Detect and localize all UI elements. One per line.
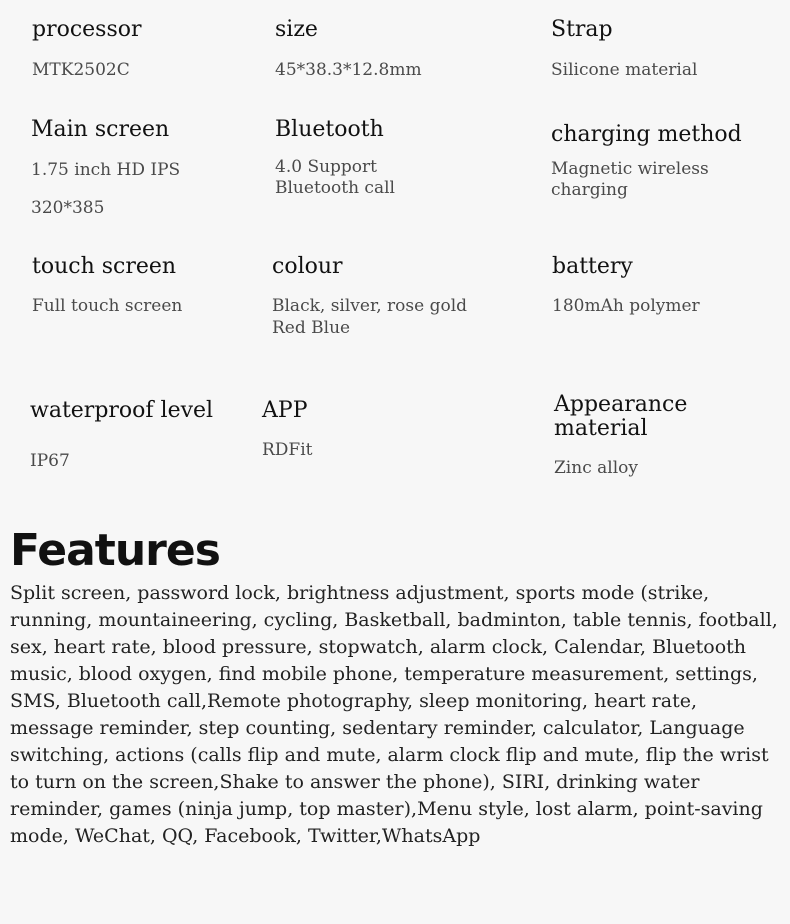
spec-processor	[32, 18, 142, 81]
spec-value: 45*38.3*12.8mm	[275, 60, 422, 80]
spec-title: Strap	[551, 17, 613, 42]
spec-value: 1.75 inch HD IPS	[31, 160, 181, 180]
spec-bluetooth	[275, 118, 395, 199]
spec-value: IP67	[30, 451, 70, 471]
spec-title: APP	[262, 398, 308, 423]
spec-size	[275, 18, 422, 81]
spec-touch-screen	[32, 255, 182, 317]
features-heading: Features	[10, 525, 220, 576]
spec-waterproof	[30, 399, 213, 472]
spec-value: Full touch screen	[32, 296, 183, 316]
spec-title: charging method	[551, 122, 742, 147]
spec-value-resolution: 320*385	[31, 198, 105, 218]
spec-value: RDFit	[262, 440, 313, 460]
spec-appearance	[554, 393, 687, 479]
spec-value: Magnetic wireless charging	[551, 159, 709, 200]
spec-title: Main screen	[31, 117, 170, 142]
features-text: Split screen, password lock, brightness adjustment, sports mode (strike, running, mountaineering, cycling, Basketball, badminton, table tennis, football, sex, heart rate, blood pressure, stopwatch, alarm clock, Calendar, Bluetooth music, blood oxygen, find mobile phone, temperature measurement, settings, SMS, Bluetooth call,Remote photography, sleep monitoring, heart rate, message reminder, step counting, sedentary reminder, calculator, Language switching, actions (calls flip and mute, alarm clock flip and mute, flip the wrist to turn on the screen,Shake to answer the phone), SIRI, drinking water reminder, games (ninja jump, top master),Menu style, lost alarm, point-saving mode, WeChat, QQ, Facebook, Twitter,WhatsApp	[10, 582, 778, 847]
spec-value: Silicone material	[551, 60, 698, 80]
spec-title: Bluetooth	[275, 117, 384, 142]
spec-value: MTK2502C	[32, 60, 130, 80]
spec-title: waterproof level	[30, 398, 214, 423]
spec-title: battery	[552, 254, 633, 279]
spec-title: Appearance material	[554, 392, 688, 441]
spec-main-screen	[31, 118, 180, 219]
spec-title: colour	[272, 254, 343, 279]
spec-value: 180mAh polymer	[552, 296, 700, 316]
spec-battery	[552, 255, 700, 317]
spec-value: 4.0 Support Bluetooth call	[275, 157, 395, 198]
spec-title: size	[275, 17, 318, 42]
spec-value: Black, silver, rose gold Red Blue	[272, 296, 468, 338]
spec-colour	[272, 255, 467, 339]
spec-app	[262, 399, 313, 461]
spec-value: Zinc alloy	[554, 458, 638, 478]
spec-strap	[551, 18, 697, 81]
spec-title: processor	[32, 17, 142, 42]
spec-charging	[551, 123, 742, 201]
spec-title: touch screen	[32, 254, 177, 279]
